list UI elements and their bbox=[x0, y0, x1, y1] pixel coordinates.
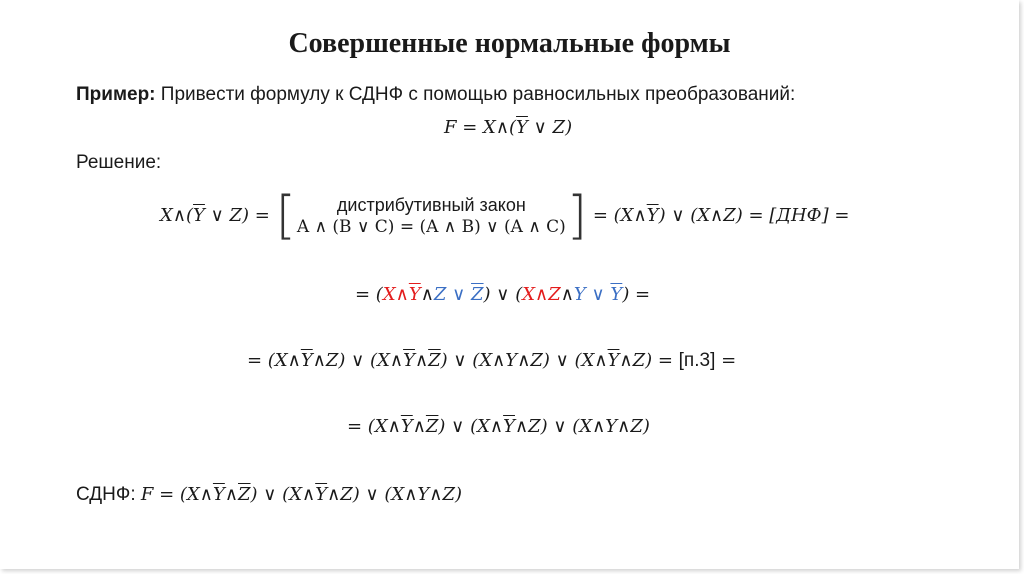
step1-lhs-a: X∧( bbox=[160, 205, 194, 226]
step2-blue1: Z ∨ bbox=[433, 284, 472, 305]
example-label: Пример: bbox=[76, 84, 156, 105]
step4-cb: $\overline{Y}$ bbox=[503, 416, 515, 437]
step4-c: ) ∨ (X∧ bbox=[438, 416, 504, 437]
law-bracket bbox=[275, 186, 588, 246]
step4-bb: $\overline{Z}$ bbox=[425, 416, 439, 437]
answer-line bbox=[76, 484, 462, 506]
answer-cb: $\overline{Y}$ bbox=[315, 484, 328, 505]
step2-blue2-bar: $\overline{Y}$ bbox=[610, 284, 623, 305]
slide-title: Совершенные нормальные формы bbox=[288, 28, 731, 59]
step3-ab: $\overline{Y}$ bbox=[300, 350, 313, 371]
step2-p3: ) ∨ ( bbox=[483, 284, 523, 305]
example-text: Привести формулу к СДНФ с помощью равносильных преобразований: bbox=[160, 84, 796, 105]
step3-ref: [п.3] bbox=[678, 350, 716, 371]
step2-red1: X∧ bbox=[382, 284, 409, 305]
step3-c: ∧ bbox=[414, 350, 429, 371]
step2-line bbox=[355, 284, 650, 305]
formula-rest: ∨ Z) bbox=[527, 117, 573, 138]
formula-line bbox=[444, 117, 572, 138]
law-stack bbox=[297, 194, 566, 238]
solution-label: Решение: bbox=[76, 152, 162, 173]
law-formula: A ∧ (B ∨ C) = (A ∧ B) ∨ (A ∧ C) bbox=[296, 217, 566, 237]
step3-e: ∧Z) = bbox=[619, 350, 679, 371]
answer-a: F = (X∧ bbox=[140, 484, 213, 505]
example-line bbox=[76, 84, 795, 106]
step3-db: $\overline{Y}$ bbox=[607, 350, 620, 371]
answer-d: ∧Z) ∨ (X∧Y∧Z) bbox=[327, 484, 462, 505]
step4-ab: $\overline{Y}$ bbox=[400, 416, 413, 437]
step2-p1: = ( bbox=[355, 284, 383, 305]
step1-line bbox=[160, 186, 850, 246]
answer-bb: $\overline{Z}$ bbox=[238, 484, 251, 505]
step1-rhs-b: ) ∨ (X∧Z) = [ДНФ] = bbox=[658, 205, 850, 226]
step1-rhs-a: = (X∧ bbox=[592, 205, 647, 226]
answer-c: ) ∨ (X∧ bbox=[250, 484, 316, 505]
step4-line bbox=[347, 416, 650, 437]
step4-d: ∧Z) ∨ (X∧Y∧Z) bbox=[514, 416, 650, 437]
step4-b: ∧ bbox=[412, 416, 426, 437]
step1-lhs-b: ∨ Z) = bbox=[204, 205, 270, 226]
step3-a: = (X∧ bbox=[247, 350, 301, 371]
step1-lhs-ybar: $\overline{Y}$ bbox=[193, 205, 205, 226]
step3-cb: $\overline{Z}$ bbox=[428, 350, 441, 371]
step2-red2: X∧Z bbox=[522, 284, 561, 305]
step3-b: ∧Z) ∨ (X∧ bbox=[312, 350, 404, 371]
step3-d: ) ∨ (X∧Y∧Z) ∨ (X∧ bbox=[440, 350, 608, 371]
answer-label: СДНФ: bbox=[76, 484, 141, 505]
formula-eq: = X∧( bbox=[456, 117, 517, 138]
step2-red1-bar: $\overline{Y}$ bbox=[408, 284, 421, 305]
step3-bb: $\overline{Y}$ bbox=[403, 350, 415, 371]
answer-b: ∧ bbox=[224, 484, 239, 505]
step4-a: = (X∧ bbox=[347, 416, 401, 437]
step2-p5: ) = bbox=[622, 284, 651, 305]
law-name: дистрибутивный закон bbox=[336, 195, 526, 215]
step1-rhs-ybar: $\overline{Y}$ bbox=[646, 205, 659, 226]
answer-ab: $\overline{Y}$ bbox=[212, 484, 225, 505]
step2-blue2: Y ∨ bbox=[573, 284, 611, 305]
formula-ybar: $\overline{Y}$ bbox=[516, 117, 528, 138]
right-bracket: ] bbox=[566, 186, 588, 246]
step3-f: = bbox=[715, 350, 737, 371]
step2-blue1-bar: $\overline{Z}$ bbox=[471, 284, 484, 305]
formula-lhs: F bbox=[444, 117, 457, 138]
step2-p4: ∧ bbox=[560, 284, 574, 305]
step2-p2: ∧ bbox=[420, 284, 434, 305]
step3-line bbox=[247, 350, 736, 372]
left-bracket: [ bbox=[275, 186, 296, 246]
